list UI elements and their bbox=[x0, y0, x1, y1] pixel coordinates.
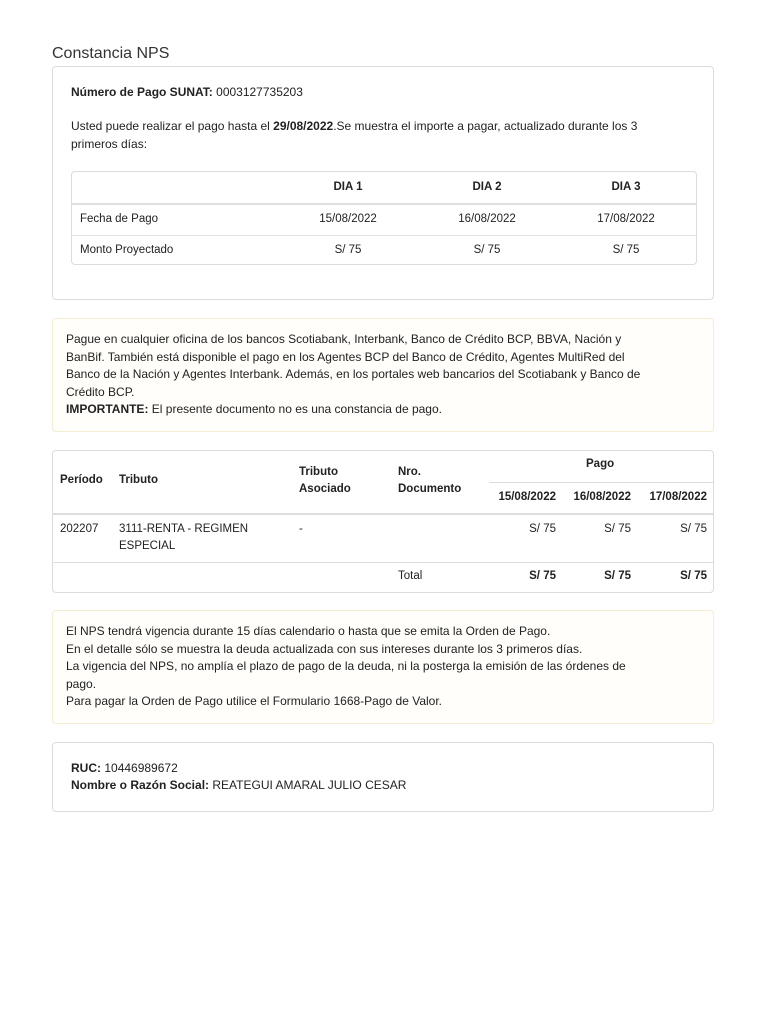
cell-periodo: 202207 bbox=[60, 523, 99, 535]
ruc-line bbox=[71, 760, 178, 777]
header-dia-1: DIA 1 bbox=[333, 181, 363, 193]
header-dia-3: DIA 3 bbox=[611, 181, 641, 193]
row-divider bbox=[53, 562, 713, 563]
ruc-label: RUC: bbox=[71, 761, 101, 775]
cell-tributo bbox=[119, 521, 248, 555]
total-label: Total bbox=[398, 570, 423, 582]
notice-line: En el detalle sólo se muestra la deuda actualizada con sus intereses durante los 3 primeros días. bbox=[66, 641, 583, 656]
header-nro-documento-line2: Documento bbox=[398, 483, 462, 495]
header-tributo-asociado bbox=[299, 464, 351, 498]
header-dia-2: DIA 2 bbox=[472, 181, 502, 193]
validity-notice bbox=[52, 610, 714, 724]
detail-table bbox=[52, 450, 714, 593]
ruc-value: 10446989672 bbox=[104, 761, 178, 775]
name-line bbox=[71, 777, 406, 794]
important-line bbox=[66, 401, 706, 419]
header-nro-documento-line1: Nro. bbox=[398, 466, 421, 478]
deadline-text bbox=[71, 118, 701, 135]
total-amount-3: S/ 75 bbox=[680, 570, 707, 582]
header-date-3: 17/08/2022 bbox=[649, 491, 707, 503]
table-cell: S/ 75 bbox=[473, 244, 501, 256]
cell-tributo-line2: ESPECIAL bbox=[119, 540, 176, 552]
banks-notice bbox=[52, 318, 714, 432]
total-amount-2: S/ 75 bbox=[604, 570, 631, 582]
payment-number-line bbox=[71, 84, 303, 101]
row-label: Monto Proyectado bbox=[80, 244, 174, 256]
payment-number-label: Número de Pago SUNAT: bbox=[71, 85, 213, 99]
total-amount-1: S/ 75 bbox=[529, 570, 556, 582]
header-date-1: 15/08/2022 bbox=[498, 491, 556, 503]
cell-tributo-asociado: - bbox=[299, 523, 303, 535]
notice-line: Banco de la Nación y Agentes Interbank. Además, en los portales web bancarios del Scotiabank y Banco de bbox=[66, 367, 641, 381]
name-label: Nombre o Razón Social: bbox=[71, 778, 210, 792]
cell-amount-2: S/ 75 bbox=[604, 523, 631, 535]
header-pago: Pago bbox=[586, 458, 615, 470]
cell-amount-1: S/ 75 bbox=[529, 523, 556, 535]
notice-line: Pague en cualquier oficina de los bancos Scotiabank, Interbank, Banco de Crédito BCP, BBVA, Nación y bbox=[66, 332, 622, 346]
notice-line: BanBif. También está disponible el pago en los Agentes BCP del Banco de Crédito, Agentes MultiRed del bbox=[66, 349, 625, 364]
table-cell: 17/08/2022 bbox=[597, 213, 655, 225]
payment-info-panel bbox=[52, 66, 714, 300]
pago-divider bbox=[489, 482, 713, 483]
notice-line: La vigencia del NPS, no amplía el plazo de pago de la deuda, ni la posterga la emisión de las órdenes de bbox=[66, 659, 626, 673]
notice-line: Crédito BCP. bbox=[66, 384, 135, 399]
name-value: REATEGUI AMARAL JULIO CESAR bbox=[212, 778, 407, 792]
table-cell: S/ 75 bbox=[334, 244, 362, 256]
table-cell: 16/08/2022 bbox=[458, 213, 516, 225]
cell-tributo-line1: 3111-RENTA - REGIMEN bbox=[119, 523, 249, 535]
projection-table bbox=[71, 171, 697, 265]
validity-notice-text bbox=[66, 623, 706, 711]
table-header-row bbox=[72, 172, 696, 205]
header-tributo-asociado-line2: Asociado bbox=[299, 483, 351, 495]
table-cell: S/ 75 bbox=[612, 244, 640, 256]
cell-amount-3: S/ 75 bbox=[680, 523, 707, 535]
header-tributo-asociado-line1: Tributo bbox=[299, 466, 338, 478]
header-tributo: Tributo bbox=[119, 474, 158, 486]
table-row bbox=[72, 204, 696, 236]
notice-line: pago. bbox=[66, 676, 97, 691]
deadline-text-pre: Usted puede realizar el pago hasta el bbox=[71, 119, 270, 133]
notice-line: El NPS tendrá vigencia durante 15 días calendario o hasta que se emita la Orden de Pago. bbox=[66, 624, 551, 638]
header-divider bbox=[53, 513, 713, 515]
header-periodo: Período bbox=[60, 474, 103, 486]
taxpayer-panel bbox=[52, 742, 714, 812]
header-date-2: 16/08/2022 bbox=[573, 491, 631, 503]
deadline-text-line2: primeros días: bbox=[71, 137, 148, 151]
page-title: Constancia NPS bbox=[52, 45, 170, 62]
payment-number-value: 0003127735203 bbox=[216, 85, 303, 99]
table-cell: 15/08/2022 bbox=[319, 213, 377, 225]
row-label: Fecha de Pago bbox=[80, 213, 159, 225]
important-label: IMPORTANTE: bbox=[66, 402, 149, 416]
banks-notice-text bbox=[66, 331, 706, 419]
deadline-date: 29/08/2022 bbox=[273, 119, 334, 133]
deadline-text-post: .Se muestra el importe a pagar, actualizado durante los 3 bbox=[333, 119, 638, 133]
table-row bbox=[72, 235, 696, 266]
notice-line: Para pagar la Orden de Pago utilice el Formulario 1668-Pago de Valor. bbox=[66, 694, 443, 708]
important-text: El presente documento no es una constancia de pago. bbox=[148, 402, 442, 416]
header-nro-documento bbox=[398, 464, 461, 498]
